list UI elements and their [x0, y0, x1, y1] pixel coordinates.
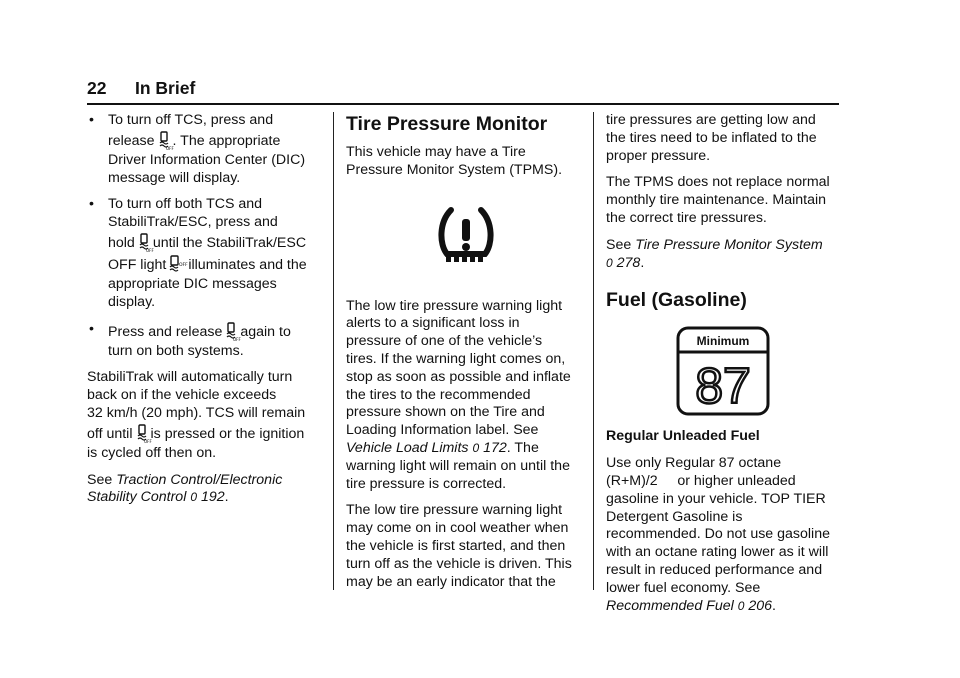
- bullet-marker: •: [89, 112, 94, 128]
- cool-weather-paragraph: The low tire pressure warning light may come on in cool weather when the vehicle is first started, and then turn off as the vehicle is driven. This may be an early indicator that the: [346, 502, 572, 590]
- recommended-fuel-link[interactable]: Recommended Fuel: [606, 597, 734, 614]
- svg-text:OFF: OFF: [179, 262, 189, 268]
- svg-text:OFF: OFF: [165, 145, 174, 151]
- bullet-turn-off-tcs: • To turn off TCS, press and release OFF . The appropriate Driver Information Center (DIC) message will display.: [89, 112, 306, 186]
- fuel-label-minimum: Minimum: [696, 334, 750, 349]
- see-tpms-reference: See Tire Pressure Monitor System 0 278.: [606, 236, 823, 271]
- vehicle-load-limits-link[interactable]: Vehicle Load Limits: [346, 439, 469, 456]
- page-ref-number[interactable]: 206: [748, 597, 773, 614]
- page-ref-arrow: 0: [606, 255, 613, 270]
- bullet-turn-on-both: • Press and release OFF again to turn on both systems.: [89, 320, 291, 359]
- tire-pressure-heading: Tire Pressure Monitor: [346, 113, 548, 135]
- fuel-label-octane: 87: [695, 358, 751, 415]
- traction-control-link[interactable]: Traction Control/Electronic: [116, 471, 283, 488]
- svg-text:OFF: OFF: [143, 438, 152, 444]
- page-ref-number[interactable]: 192: [200, 489, 225, 506]
- tpms-system-link[interactable]: Tire Pressure Monitor System: [635, 236, 823, 253]
- minimum-octane-label-icon: [676, 326, 770, 416]
- stabilitrak-off-light-icon: [167, 254, 187, 274]
- page-header: [87, 80, 839, 104]
- bullet-marker: •: [89, 320, 94, 337]
- tpms-warning-icon-wrap: [346, 202, 586, 276]
- column-traction-control: [87, 112, 325, 516]
- page-ref-arrow: 0: [190, 490, 197, 505]
- page-number: 22: [87, 78, 107, 98]
- fuel-heading: Fuel (Gasoline): [606, 289, 747, 312]
- tpms-continued-paragraph: tire pressures are getting low and the tires need to be inflated to the proper pressure.: [606, 112, 817, 164]
- tpms-maintenance-paragraph: The TPMS does not replace normal monthly tire maintenance. Maintain the correct tire pressures.: [606, 174, 830, 226]
- bullet-marker: •: [89, 196, 94, 213]
- traction-off-icon: [157, 130, 174, 151]
- page-ref-number[interactable]: 172: [483, 439, 507, 456]
- bullet-turn-off-both: • To turn off both TCS and StabiliTrak/ESC, press and hold OFF until the StabiliTrak/ESC OFF light OFF illuminates and the appropriate DIC messages display.: [89, 196, 307, 310]
- page-ref-number[interactable]: 278: [616, 254, 641, 271]
- low-pressure-paragraph: The low tire pressure warning light alerts to a significant loss in pressure of one of the vehicle’s tires. If the warning light comes on, stop as soon as possible and inflate the tires to the recommended pressure shown on the Tire and Loading Information label. See Vehicle Load Limits 0 172. The warning light will remain on until the tire pressure is corrected.: [346, 297, 571, 492]
- traction-off-icon: [135, 423, 152, 444]
- regular-unleaded-subheading: Regular Unleaded Fuel: [606, 428, 760, 445]
- page-ref-arrow: 0: [472, 440, 480, 455]
- svg-text:OFF: OFF: [233, 336, 242, 342]
- svg-text:OFF: OFF: [145, 247, 154, 253]
- octane-paragraph: Use only Regular 87 octane (R+M)/2 or higher unleaded gasoline in your vehicle. TOP TIER Detergent Gasoline is recommended. Do not use gasoline with an octane rating lower as it will result in reduced performance and lower fuel economy. See Recommended Fuel 0 206.: [606, 455, 830, 614]
- column-fuel: [606, 112, 842, 624]
- stabilitrak-reengage-paragraph: StabiliTrak will automatically turn back on if the vehicle exceeds 32 km/h (20 mph). TCS will remain off until OFF is pressed or the ignition is cycled off then on.: [87, 369, 306, 461]
- page-ref-arrow: 0: [737, 598, 745, 613]
- see-traction-control-reference: See Traction Control/Electronic Stability Control 0 192.: [87, 471, 283, 506]
- fuel-label-icon-wrap: [676, 326, 842, 418]
- column-tire-pressure: [346, 112, 586, 600]
- tpms-intro-paragraph: This vehicle may have a Tire Pressure Monitor System (TPMS).: [346, 144, 563, 178]
- traction-off-icon: [137, 232, 154, 253]
- header-rule: [87, 103, 839, 105]
- column-divider-left: [333, 112, 334, 590]
- traction-off-icon: [224, 321, 242, 342]
- column-divider-right: [593, 112, 594, 590]
- section-title: In Brief: [135, 78, 196, 98]
- tire-pressure-warning-icon: [433, 202, 499, 268]
